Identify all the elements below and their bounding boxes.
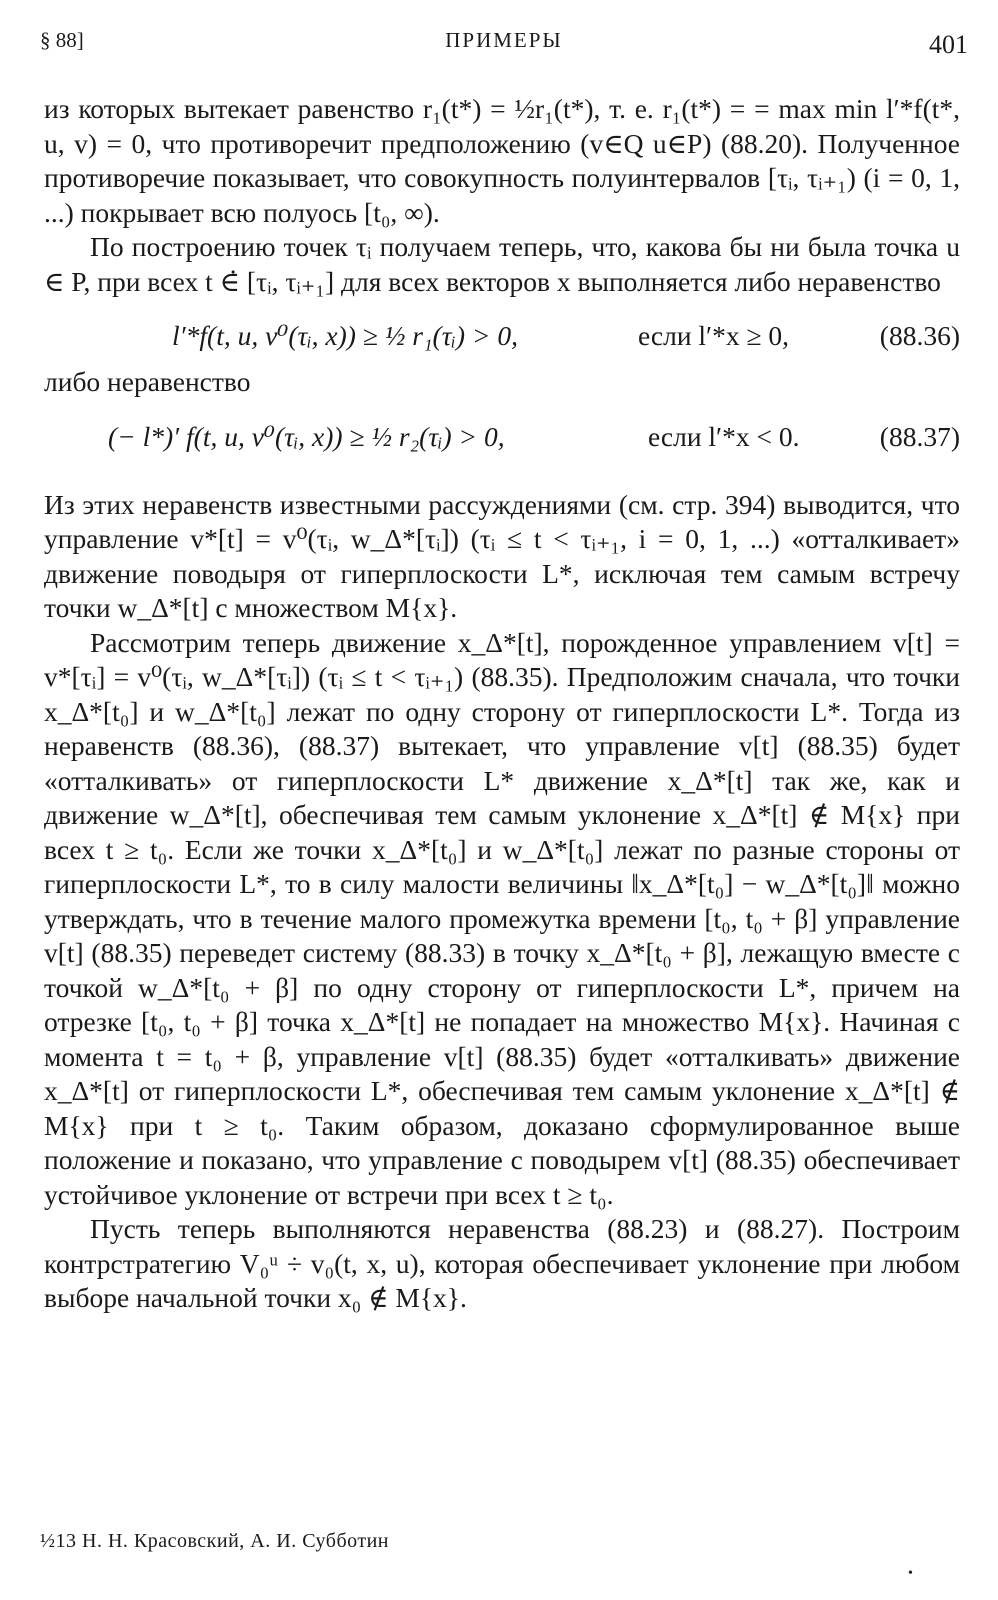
signature-footer: ½13 Н. Н. Красовский, А. И. Субботин bbox=[40, 1530, 390, 1552]
page-body bbox=[44, 92, 960, 1316]
running-header bbox=[40, 28, 968, 64]
formula-88-37-condition: если l′*x < 0. bbox=[648, 420, 800, 452]
formula-88-37 bbox=[44, 406, 960, 466]
paragraph-5: Пусть теперь выполняются неравенства (88.23) и (88.27). Построим контрстратегию V₀ᵘ ÷ v₀(t, x, u), которая обеспечивает уклонение при любом выборе начальной точки x₀ ∉ M{x}. bbox=[44, 1213, 960, 1313]
formula-88-37-expression: (− l*)′ f(t, u, v⁰(τᵢ, x)) ≥ ½ r₂(τᵢ) > 0, bbox=[108, 420, 505, 452]
section-number: § 88] bbox=[40, 28, 84, 52]
paragraph-3: Из этих неравенств известными рассуждениями (см. стр. 394) выводится, что управление v*[t] = v⁰(τᵢ, w_Δ*[τᵢ]) (τᵢ ≤ t < τᵢ₊₁, i = 0, 1, ...) «отталкивает» движение поводыря от гиперплоскости L*, исключая тем самым встречу точки w_Δ*[t] с множеством M{x}. bbox=[44, 488, 960, 623]
paragraph-1: из которых вытекает равенство r₁(t*) = ½r₁(t*), т. е. r₁(t*) = = max min l′*f(t*, u, v) = 0, что противоречит предположению (v∈Q u∈P) (88.20). Полученное противоречие показывает, что совокупность полуинтервалов [τᵢ, τᵢ₊₁) (i = 0, 1, ...) покрывает всю полуось [t₀, ∞). bbox=[44, 93, 960, 228]
formula-88-37-tag: (88.37) bbox=[879, 420, 960, 452]
running-title: ПРИМЕРЫ bbox=[445, 28, 563, 52]
formula-88-36-condition: если l′*x ≥ 0, bbox=[638, 320, 790, 351]
formula-88-36-tag: (88.36) bbox=[879, 320, 960, 351]
between-text: либо неравенство bbox=[44, 366, 251, 397]
paragraph-4: Рассмотрим теперь движение x_Δ*[t], порожденное управлением v[t] = v*[τᵢ] = v⁰(τᵢ, w_Δ*[τᵢ]) (τᵢ ≤ t < τᵢ₊₁) (88.35). Предположим сначала, что точки x_Δ*[t₀] и w_Δ*[t₀] лежат по одну сторону от гиперплоскости L*. Тогда из неравенств (88.36), (88.37) вытекает, что управление v[t] (88.35) будет «отталкивать» от гиперплоскости L* движение x_Δ*[t] так же, как и движение w_Δ*[t], обеспечивая тем самым уклонение x_Δ*[t] ∉ M{x} при всех t ≥ t₀. Если же точки x_Δ*[t₀] и w_Δ*[t₀] лежат по разные стороны от гиперплоскости L*, то в силу малости величины ‖x_Δ*[t₀] − w_Δ*[t₀]‖ можно утверждать, что в течение малого промежутка времени [t₀, t₀ + β] управление v[t] (88.35) переведет систему (88.33) в точку x_Δ*[t₀ + β], лежащую вместе с точкой w_Δ*[t₀ + β] по одну сторону от гиперплоскости L*, причем на отрезке [t₀, t₀ + β] точка x_Δ*[t] не попадает на множество M{x}. Начиная с момента t = t₀ + β, управление v[t] (88.35) будет «отталкивать» движение x_Δ*[t] от гиперплоскости L*, обеспечивая тем самым уклонение x_Δ*[t] ∉ M{x} при t ≥ t₀. Таким образом, доказано сформулированное выше положение и показано, что управление с поводырем v[t] (88.35) обеспечивает устойчивое уклонение от встречи при всех t ≥ t₀. bbox=[44, 626, 960, 1210]
formula-88-36 bbox=[44, 305, 960, 365]
page-number: 401 bbox=[929, 30, 968, 59]
print-speck: • bbox=[908, 1566, 913, 1581]
formula-88-36-expression: l′*f(t, u, v⁰(τᵢ, x)) ≥ ½ r₁(τᵢ) > 0, bbox=[172, 320, 518, 351]
paragraph-2: По построению точек τᵢ получаем теперь, что, какова бы ни была точка u ∈ P, при всех t ∈̇ [τᵢ, τᵢ₊₁] для всех векторов x выполняется либо неравенство bbox=[44, 231, 960, 297]
